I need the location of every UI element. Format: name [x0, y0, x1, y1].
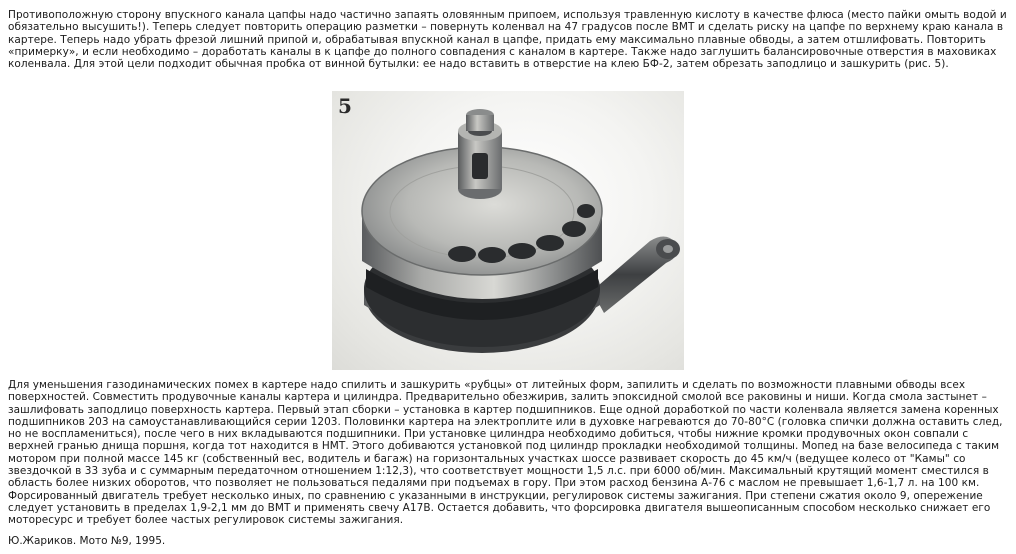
- paragraph-bottom: Для уменьшения газодинамических помех в картере надо спилить и зашкурить «рубцы» от литейных форм, запилить и сделать по возможности плавными обводы всех поверхностей. Совместить продувочные каналы картера и цилиндра. Предварительно обезжирив, залить эпоксидной смолой все раковины и ниши. Когда смола застынет – зашлифовать заподлицо поверхность картера. Первый этап сборки – установка в картер подшипников. Еще одной доработкой по части коленвала является замена коренных подшипников 203 на самоустанавливающийся серии 1203. Половинки картера на электроплите или в духовке нагреваются до 70-80°С (головка спички должна оставить след, но не воспламениться), после чего в них вкладываются подшипники. При установке цилиндра необходимо добиться, чтобы нижние кромки продувочных окон совпали с верхней гранью днища поршня, когда тот находится в НМТ. Этого добиваются установкой под цилиндр прокладки необходимой толщины. Мопед на базе велосипеда с таким мотором при полной массе 145 кг (собственный вес, водитель и багаж) на горизонтальных участках шоссе развивает скорость до 45 км/ч (ведущее колесо от "Камы" со звездочкой в 33 зуба и с суммарным передаточном отношением 1:12,3), что соответствует мощности 1,5 л.с. при 6000 об/мин. Максимальный крутящий момент сместился в область более низких оборотов, что позволяет не пользоваться педалями при подъемах в гору. При этом расход бензина А-76 с маслом не превышает 1,6-1,7 л. на 100 км. Форсированный двигатель требует несколько иных, по сравнению с указанными в инструкции, регулировок системы зажигания. При степени сжатия около 9, опережение следует установить в пределах 1,9-2,1 мм до ВМТ и применять свечу А17В. Остается добавить, что форсировка двигателя вышеописанным способом несколько снижает его моторесурс и требует более частых регулировок системы зажигания.: [8, 379, 1003, 527]
- signature: Ю.Жариков. Мото №9, 1995.: [8, 535, 166, 547]
- crankshaft-photo: [332, 91, 684, 370]
- paragraph-top: Противоположную сторону впускного канала цапфы надо частично запаять оловянным припоем, используя травленную кислоту в качестве флюса (место пайки омыть водой и обязательно высушить!). Теперь следует повторить операцию разметки – повернуть коленвал на 47 градусов после ВМТ и сделать риску на цапфе по верхнему краю канала в картере. Теперь надо убрать фрезой лишний припой и, обрабатывая впускной канал в цапфе, придать ему максимально плавные обводы, а затем отшлифовать. Повторить «примерку», и если необходимо – доработать каналы в к цапфе до полного совпадения с каналом в картере. Также надо заглушить балансировочные отверстия в маховиках коленвала. Для этой цели подходит обычная пробка от винной бутылки: ее надо вставить в отверстие на клею БФ-2, затем обрезать заподлицо и зашкурить (рис. 5).: [8, 9, 1007, 71]
- crankshaft-illustration: [332, 91, 684, 370]
- figure-number: 5: [338, 94, 352, 118]
